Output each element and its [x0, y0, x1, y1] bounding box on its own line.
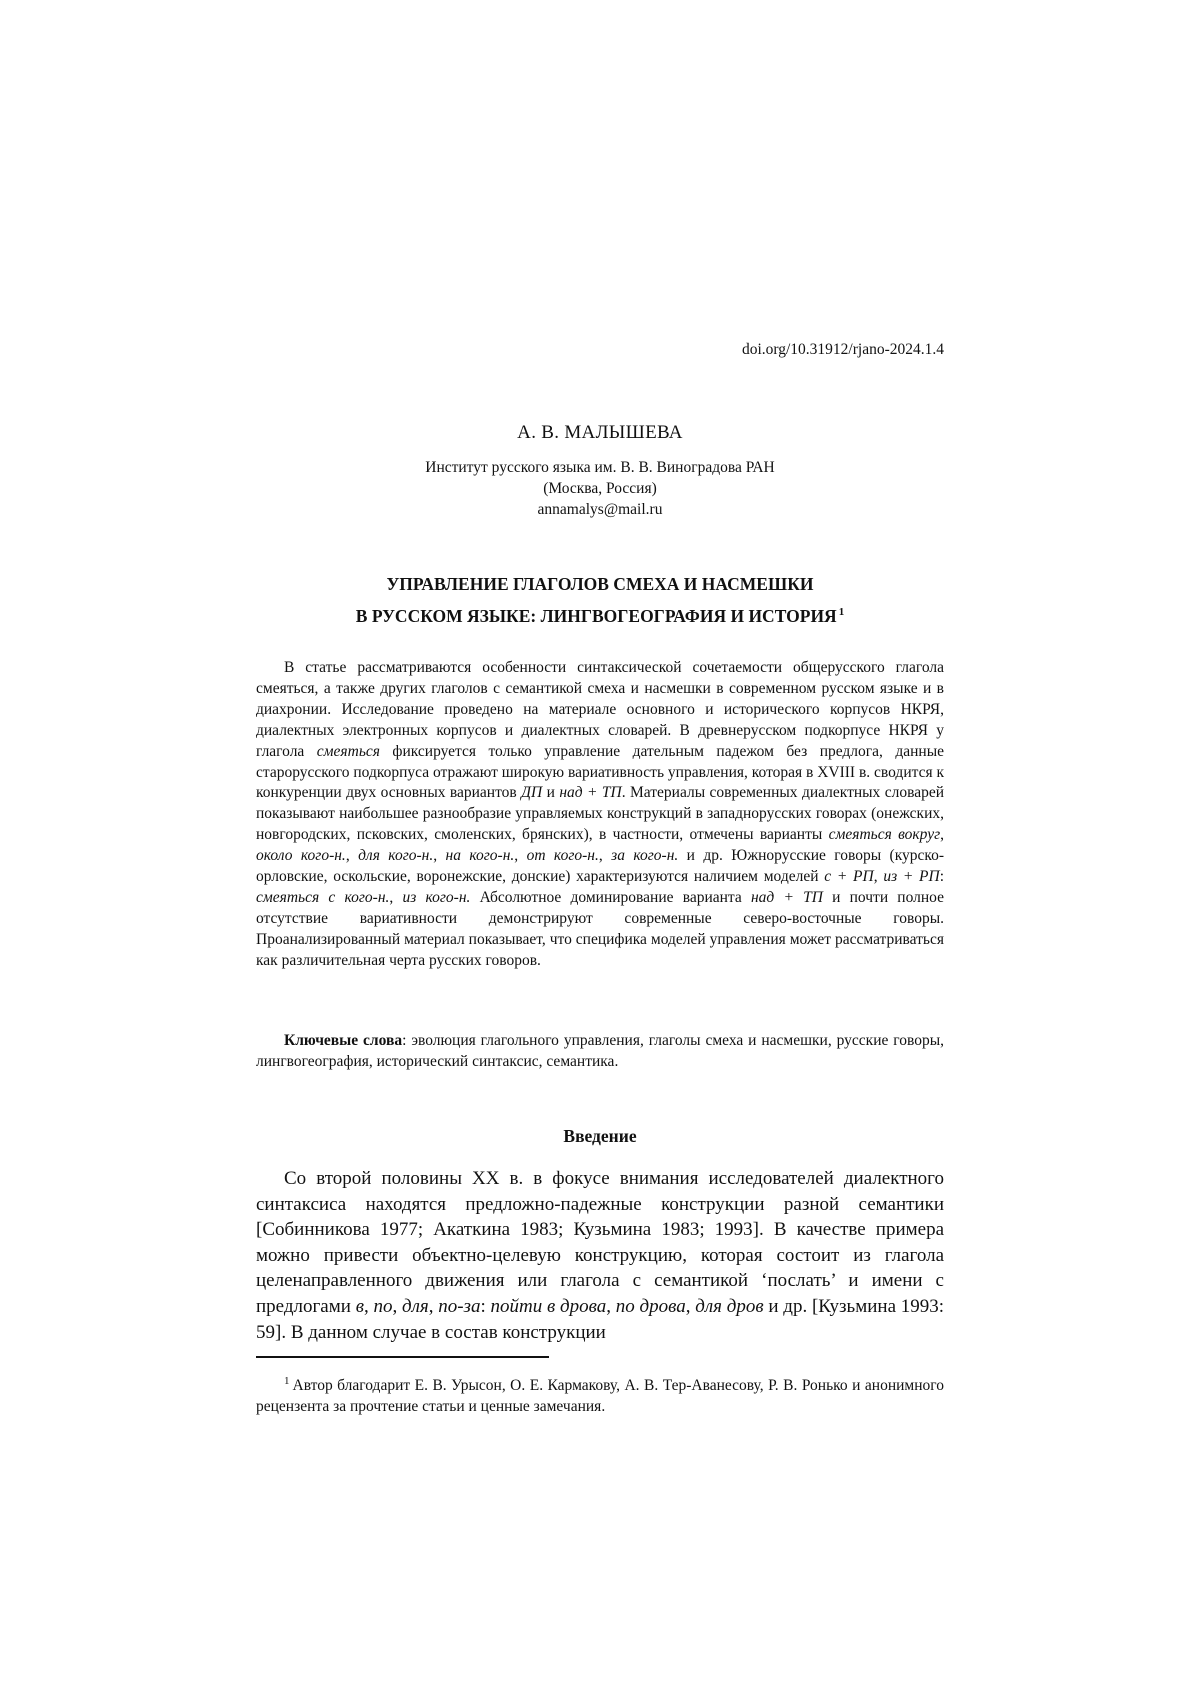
footnote-divider [256, 1356, 549, 1358]
abstract-italic: смеяться [316, 742, 380, 760]
doi-link[interactable]: doi.org/10.31912/rjano-2024.1.4 [741, 341, 944, 358]
body-text-run: и др. [Кузьмина 1993: 59]. В данном случае в состав конструкции [256, 1295, 945, 1343]
body-italic: по дрова [615, 1295, 686, 1317]
body-text-run: : [480, 1295, 491, 1317]
abstract-text: и [542, 784, 560, 802]
footnote-mark: 1 [284, 1375, 290, 1387]
body-italic: в [355, 1295, 364, 1317]
abstract-italic: с + РП [824, 868, 874, 886]
keywords [256, 1031, 944, 1073]
abstract-paragraph [256, 658, 944, 972]
body-text-run: , [606, 1295, 616, 1317]
keywords-text: : эволюция глагольного управления, глаголы смеха и насмешки, русские говоры, лингвогеография, исторический синтаксис, семантика. [256, 1032, 944, 1070]
section-heading: Введение [563, 1126, 637, 1146]
title-line-2 [0, 598, 1200, 630]
abstract-italic: смеяться вокруг [828, 826, 941, 844]
abstract [256, 658, 944, 972]
title-line-2-text: В РУССКОМ ЯЗЫКЕ: ЛИНГВОГЕОГРАФИЯ И ИСТОРИЯ [355, 606, 837, 626]
body-text-run: Со второй половины XX в. в фокусе внимания исследователей диалектного синтаксиса находятся предложно-падежные конструкции разной семантики [Собинникова 1977; Акаткина 1983; Кузьмина 1983; 1993]. В качестве примера можно привести объектно-целевую конструкцию, которая состоит из глагола целенаправленного движения или глагола с семантикой ‘послать’ и имени с предлогами [256, 1168, 944, 1317]
abstract-text: В статье рассматриваются особенности синтаксической сочетаемости общерусского глагола смеяться, а также других глаголов с семантикой смеха и насмешки в современном русском языке и в диахронии. Исследование проведено на материале основного и исторического корпусов НКРЯ, диалектных электронных корпусов и диалектных словарей. В древнерусском подкорпусе НКРЯ у глагола [256, 659, 944, 760]
keywords-paragraph [256, 1031, 944, 1073]
abstract-text: , [598, 847, 612, 865]
keywords-label: Ключевые слова [284, 1032, 403, 1049]
footnote-text: Автор благодарит Е. В. Урысон, О. Е. Кармакову, А. В. Тер-Аванесову, Р. В. Ронько и анонимного рецензента за прочтение статьи и ценные замечания. [256, 1377, 944, 1415]
abstract-italic: из + РП [883, 868, 940, 886]
abstract-italic: смеяться с кого-н. [256, 888, 390, 906]
abstract-text: , [389, 888, 403, 906]
author-location: (Москва, Россия) [543, 480, 657, 497]
article-title [0, 570, 1200, 630]
abstract-italic: около кого-н. [256, 847, 346, 865]
author-affiliation: Институт русского языка им. В. В. Виноградова РАН [425, 459, 775, 476]
abstract-text: и почти полное отсутствие вариативности демонстрируют современные северо-восточные говоры. Проанализированный материал показывает, что специфика моделей управления может рассматриваться как различительная черта русских говоров. [256, 888, 944, 969]
abstract-text: фиксируется только управление дательным падежом без предлога, данные старорусского подкорпуса отражают широкую вариативность управления, которая в XVIII в. сводится к конкуренции двух основных вариантов [256, 742, 944, 802]
abstract-text: , [433, 847, 446, 865]
abstract-text: Абсолютное доминирование варианта [470, 888, 751, 906]
abstract-text: , [873, 868, 884, 886]
abstract-italic: за кого-н. [611, 847, 679, 865]
abstract-italic: над + ТП [559, 784, 622, 802]
body-paragraph [256, 1166, 944, 1345]
abstract-text: . Материалы современных диалектных словарей показывают наибольшее разнообразие управляемых конструкций в западнорусских говорах (онежских, новгородских, псковских, смоленских, брянских), в частности, отмечены варианты [256, 784, 944, 844]
abstract-italic: над + ТП [750, 888, 823, 906]
body-italic: по-за [438, 1295, 481, 1317]
body-text-run: , [428, 1295, 439, 1317]
abstract-text: : [939, 868, 945, 886]
title-line-1: УПРАВЛЕНИЕ ГЛАГОЛОВ СМЕХА И НАСМЕШКИ [386, 574, 814, 594]
abstract-italic: для кого-н. [358, 847, 434, 865]
abstract-text: , [940, 826, 945, 844]
body-text-run: , [392, 1295, 402, 1317]
footnote [256, 1371, 944, 1417]
body-italic: по [373, 1295, 393, 1317]
author-block [0, 422, 1200, 520]
body-italic: пойти в дрова [490, 1295, 607, 1317]
body-text-run: , [363, 1295, 374, 1317]
body-text [256, 1166, 944, 1345]
body-italic: для дров [695, 1295, 764, 1317]
footnote-paragraph [256, 1371, 944, 1417]
body-italic: для [401, 1295, 429, 1317]
abstract-italic: из кого-н. [402, 888, 471, 906]
abstract-italic: ДП [521, 784, 543, 802]
author-email[interactable]: annamalys@mail.ru [537, 501, 663, 518]
abstract-italic: от кого-н. [526, 847, 599, 865]
body-text-run: , [685, 1295, 696, 1317]
abstract-text: , [345, 847, 359, 865]
abstract-text: , [514, 847, 527, 865]
abstract-text: и др. Южнорусские говоры (курско-орловские, оскольские, воронежские, донские) характеризуются наличием моделей [256, 847, 945, 886]
abstract-italic: на кого-н. [445, 847, 515, 865]
title-footnote-mark[interactable]: 1 [838, 606, 845, 618]
author-name: А. В. МАЛЫШЕВА [517, 422, 683, 443]
